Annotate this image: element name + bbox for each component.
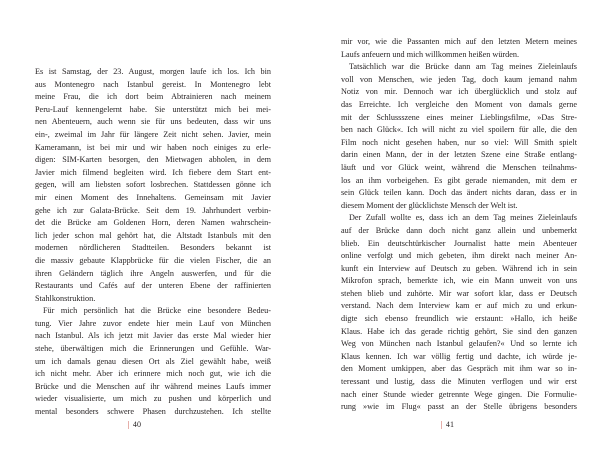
text-line: nen Abenteuern, auch wenn sie für uns bedeuten, dass wir uns [35,117,271,127]
text-line: nach einer Stunde wieder getrennte Wege gingen. Die Formulie- [341,389,577,399]
text-line: läuft und vor Glück weint, während die Menschen teilnahms- [341,162,577,172]
text-line: blieb. Ein deutschtürkischer Journalist hatte mein Abenteuer [341,238,577,248]
text-line: voll von Menschen, wie jeden Tag, doch kaum jemand nahm [341,74,577,84]
text-line: Brücke und die Menschen auf ihr während meines Laufs immer [35,381,271,391]
text-line: modernen nördlicheren Stadtteilen. Besonders bekannt ist [35,243,271,253]
text-line: Mikrofon sprach, bemerkte ich, wie ein Mann unweit von uns [341,276,577,286]
text-line: Der Zufall wollte es, dass ich an dem Tag meines Zieleinlaufs [349,213,577,223]
text-line: aus Montenegro nach Istanbul gereist. In Montenegro lebt [35,79,271,89]
text-line: die massiv gebaute Klappbrücke für die vielen Fischer, die an [35,255,271,265]
right-page-number-text: 41 [445,420,455,429]
text-line: det die Brücke am Goldenen Horn, deren Namen wahrschein- [35,218,271,228]
text-line: das Erreichte. Ich vergleiche den Moment von damals gerne [341,99,577,109]
text-line: ben nach Glück«. Ich will nicht zu viel spoilern für alle, die den [341,125,577,135]
text-line: mental besonders schwere Phasen durchzustehen. Ich stellte [35,407,271,417]
text-line: den Moment umkippen, aber das Gespräch mit ihm war so in- [341,364,577,374]
text-line: darin einen Mann, der in der letzten Szene eine Straße entlang- [341,150,577,160]
text-line: Javier mich filmend begleiten wird. Ich fiebere dem Start ent- [35,167,271,177]
text-line: Film noch nicht gesehen haben, nur so viel: Will Smith spielt [341,137,577,147]
right-page-number [441,420,454,430]
text-line: online verfolgt und mich gebeten, ihm direkt nach meiner An- [341,251,577,261]
left-text-column [35,66,271,419]
left-page-number [128,420,141,430]
text-line: Laufs anfeuern und mich willkommen heißen würden. [341,49,520,59]
text-line: verstand. Nach dem Interview kam er auf mich zu und erkun- [341,301,577,311]
text-line: teressant und lustig, dass die Minuten verflogen und wir erst [341,377,577,387]
text-line: Kameramann, ist bei mir und wir haben noch einiges zu erle- [35,142,271,152]
text-line: Tatsächlich war die Brücke dann am Tag meines Zieleinlaufs [349,62,577,72]
text-line: Weg von München nach Istanbul gelaufen?« Und so lernte ich [341,339,577,349]
text-line: nach Istanbul. Als ich jetzt mit Javier das erste Mal wieder hier [35,331,271,341]
text-line: mir einen Moment des Innehaltens. Gemeinsam mit Javier [35,192,271,202]
text-line: diesem Moment der glücklichste Mensch der Welt ist. [341,200,518,210]
text-line: kunft ein Interview auf Deutsch zu geben. Während ich in sein [341,263,577,273]
text-line: Stahlkonstruktion. [35,293,96,303]
text-line: ein-, zweimal im Jahr für längere Zeit nicht sehen. Javier, mein [35,129,271,139]
text-line: ich nicht mehr. Aber ich erinnere mich noch gut, wie ich die [35,369,271,379]
text-line: Peru-Lauf kennengelernt habe. Sie unterstützt mich bei mei- [35,104,271,114]
text-line: Für mich persönlich hat die Brücke eine besondere Bedeu- [43,306,271,316]
text-line: Notiz von mir. Dennoch war ich überglücklich und stolz auf [341,87,577,97]
text-line: lich jeder schon mal gehört hat, die Altstadt Istanbuls mit den [35,230,271,240]
text-line: Klaus kennen. Ich war völlig fertig und dachte, ich würde je- [341,351,577,361]
text-line: um ich damals genau diesen Ort als Ziel gewählt habe, weiß [35,356,271,366]
text-line: Es ist Samstag, der 23. August, morgen laufe ich los. Ich bin [35,67,271,76]
text-line: stehe, überwältigen mich die Erinnerungen und Gefühle. War- [35,344,271,354]
text-line: mir vor, wie die Passanten mich auf den letzten Metern meines [341,37,577,46]
folio-bar: | [128,420,130,429]
text-line: stehen blieb und zuhörte. Mir war sofort klar, dass er Deutsch [341,288,577,298]
right-text-column [341,36,577,414]
text-line: digen: SIM-Karten besorgen, den Mietwagen abholen, in dem [35,155,271,165]
left-page-number-text: 40 [132,420,142,429]
text-line: Restaurants und Cafés auf der unteren Ebene der raffinierten [35,281,271,291]
text-line: ihren Geländern täglich ihre Angeln auswerfen, und für die [35,268,271,278]
text-line: auf der Brücke dann doch nicht ganz allein und unbemerkt [341,225,577,235]
text-line: los an ihm vorbeigehen. Es gibt gerade niemanden, mit dem er [341,175,577,185]
text-line: gehe ich zur Galata-Brücke. Seit dem 19. Jahrhundert verbin- [35,205,271,215]
text-line: gegen, will am liebsten sofort losbrechen. Stattdessen gönne ich [35,180,271,190]
text-line: rung »wie im Flug« passt an der Stelle übrigens besonders [341,402,577,412]
text-line: tung. Vier Jahre zuvor endete hier mein Lauf von München [35,318,271,328]
text-line: digte sich ebenso freundlich wie erstaunt: »Hallo, ich heiße [341,314,577,324]
text-line: sein Glück teilen kann. Doch das ändert nichts daran, dass er in [341,188,577,198]
text-line: Klaus. Habe ich das gerade richtig gehört, Sie sind den ganzen [341,326,577,336]
text-line: meine Frau, die ich dort beim Abtrainieren nach meinem [35,92,271,102]
folio-bar: | [441,420,443,429]
right-page [300,0,600,467]
text-line: wieder visualisierte, um mich zu pushen und körperlich und [35,394,271,404]
text-line: mit der Schlussszene eines meiner Lieblingsfilme, »Das Stre- [341,112,577,122]
